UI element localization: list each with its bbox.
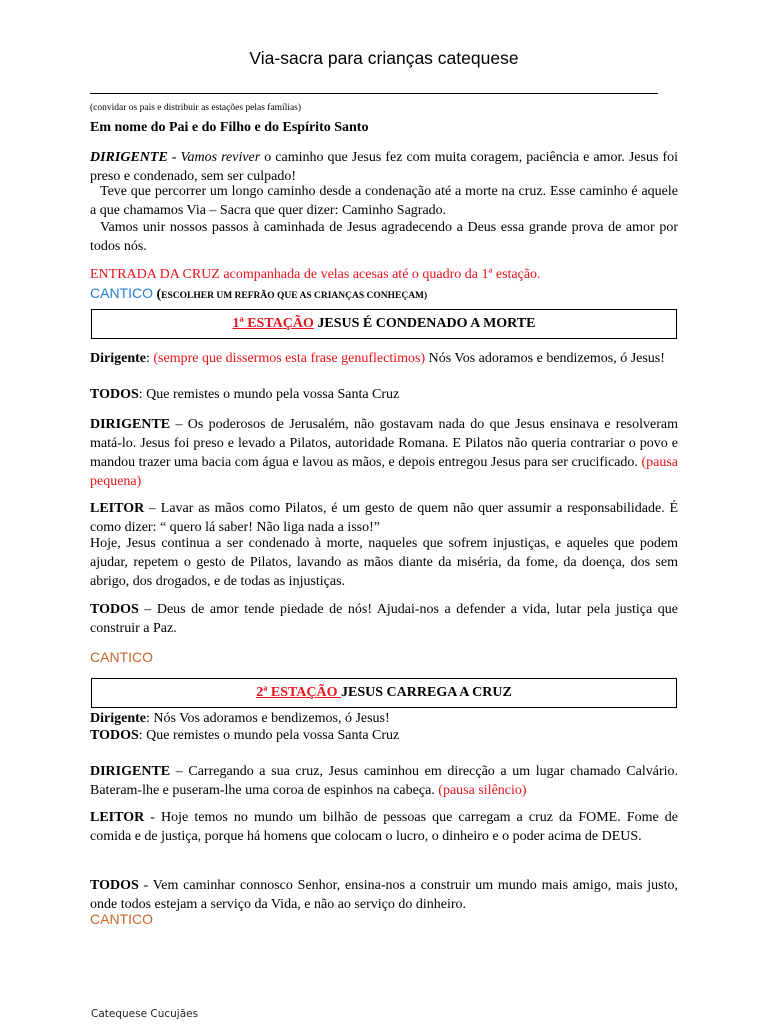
station-2-number: 2ª ESTAÇÃO bbox=[256, 685, 342, 700]
station-2-header bbox=[91, 678, 677, 708]
station-1-dirigente-line bbox=[90, 349, 678, 368]
dirigente-text: – Carregando a sua cruz, Jesus caminhou em direcção a um lugar chamado Calvário. Bateram-lhe e puseram-lhe uma coroa de espinhos na cabeça. bbox=[90, 764, 678, 798]
page-title: Via-sacra para crianças catequese bbox=[249, 48, 519, 68]
adoration-text: : Nós Vos adoramos e bendizemos, ó Jesus! bbox=[145, 711, 390, 726]
station-1-number: 1ª ESTAÇÃO bbox=[232, 316, 314, 331]
station-2-dirigente-paragraph bbox=[90, 762, 678, 800]
dirigente-label: Dirigente bbox=[90, 351, 146, 366]
todos-label: TODOS bbox=[90, 878, 139, 893]
station-1-cantico: CANTICO bbox=[90, 649, 153, 665]
station-1-leitor-paragraph bbox=[90, 499, 678, 537]
cantico-intro bbox=[90, 284, 678, 306]
cantico-label: CANTICO bbox=[90, 285, 153, 301]
pause-note: (pausa pequena) bbox=[90, 455, 678, 489]
genuflect-note: (sempre que dissermos esta frase genuflectimos) bbox=[153, 351, 426, 366]
pause-note: (pausa silêncio) bbox=[438, 783, 527, 798]
page-footer: Catequese Cucujães bbox=[91, 1008, 199, 1020]
station-2-leitor-paragraph bbox=[90, 808, 678, 846]
station-1-todos-paragraph bbox=[90, 600, 678, 638]
todos-text: : Que remistes o mundo pela vossa Santa Cruz bbox=[138, 387, 400, 402]
colon: : bbox=[145, 351, 154, 366]
leitor-label: LEITOR bbox=[90, 501, 145, 516]
speaker-label: DIRIGENTE - bbox=[90, 150, 177, 165]
intro-text: o caminho que Jesus fez com muita coragem, paciência e amor. Jesus foi preso e condenado, sem ser culpado! bbox=[90, 150, 678, 184]
intro-italic: Vamos reviver bbox=[180, 150, 261, 165]
adoration-text: Nós Vos adoramos e bendizemos, ó Jesus! bbox=[425, 351, 665, 366]
dirigente-label: Dirigente bbox=[90, 711, 146, 726]
todos-label: TODOS bbox=[90, 728, 139, 743]
station-2-title: JESUS CARREGA A CRUZ bbox=[341, 685, 512, 700]
station-1-title: JESUS É CONDENADO A MORTE bbox=[313, 316, 536, 331]
dirigente-text: – Os poderosos de Jerusalém, não gostavam nada do que Jesus ensinava e resolveram matá-lo. Jesus foi preso e levado a Pilatos, autoridade Romana. E Pilatos não queria contrariar o povo e mandou trazer uma bacia com água e lavou as mãos, e depois entregou Jesus para ser crucificado. bbox=[90, 417, 678, 470]
cantico-paren: ( bbox=[156, 287, 162, 302]
leitor-text: – Lavar as mãos como Pilatos, é um gesto de quem não quer assumir a responsabilidade. É como dizer: “ quero lá saber! Não liga nada a isso!” bbox=[90, 501, 678, 535]
station-1-header bbox=[91, 309, 677, 339]
station-2-cantico: CANTICO bbox=[90, 911, 153, 927]
intro-paragraph-2: Teve que percorrer um longo caminho desde a condenação até a morte na cruz. Esse caminho é aquele a que chamamos Via – Sacra que quer dizer: Caminho Sagrado. bbox=[90, 184, 678, 218]
dirigente-label: DIRIGENTE bbox=[90, 417, 171, 432]
station-2-todos-paragraph bbox=[90, 876, 678, 914]
todos-text: - Vem caminhar connosco Senhor, ensina-nos a construir um mundo mais amigo, mais justo, onde todos estejam a serviço da Vida, e não ao serviço do dinheiro. bbox=[90, 878, 678, 912]
note: (convidar os pais e distribuir as estações pelas famílias) bbox=[90, 103, 302, 113]
station-1-leitor-paragraph-2: Hoje, Jesus continua a ser condenado à morte, naqueles que sofrem injustiças, e aqueles que podem ajudar, repetem o gesto de Pilatos, lavando as mãos diante da miséria, da fome, da doença, dos sem abrigo, dos drogados, e de todas as injustiças. bbox=[90, 536, 678, 589]
station-1-dirigente-paragraph bbox=[90, 415, 678, 491]
opening-line: Em nome do Pai e do Filho e do Espírito Santo bbox=[90, 120, 369, 135]
intro-paragraph-1 bbox=[90, 148, 678, 186]
station-2-todos-line bbox=[90, 726, 678, 745]
leitor-label: LEITOR bbox=[90, 810, 145, 825]
station-1-todos-line bbox=[90, 385, 678, 404]
entrance-instruction: ENTRADA DA CRUZ acompanhada de velas acesas até o quadro da 1ª estação. bbox=[90, 267, 541, 282]
todos-text: – Deus de amor tende piedade de nós! Ajudai-nos a defender a vida, lutar pela justiça que construir a Paz. bbox=[90, 602, 678, 636]
dirigente-label: DIRIGENTE bbox=[90, 764, 171, 779]
todos-label: TODOS bbox=[90, 387, 139, 402]
title-divider bbox=[90, 93, 658, 94]
leitor-text: - Hoje temos no mundo um bilhão de pessoas que carregam a cruz da FOME. Fome de comida e de justiça, porque há homens que colocam o lucro, o dinheiro e o poder acima de DEUS. bbox=[90, 810, 678, 844]
cantico-instruction: ESCOLHER UM REFRÃO QUE AS CRIANÇAS CONHEÇAM) bbox=[161, 291, 428, 301]
todos-text: : Que remistes o mundo pela vossa Santa Cruz bbox=[138, 728, 400, 743]
todos-label: TODOS bbox=[90, 602, 139, 617]
intro-paragraph-3: Vamos unir nossos passos à caminhada de Jesus agradecendo a Deus essa grande prova de amor por todos nós. bbox=[90, 220, 678, 254]
